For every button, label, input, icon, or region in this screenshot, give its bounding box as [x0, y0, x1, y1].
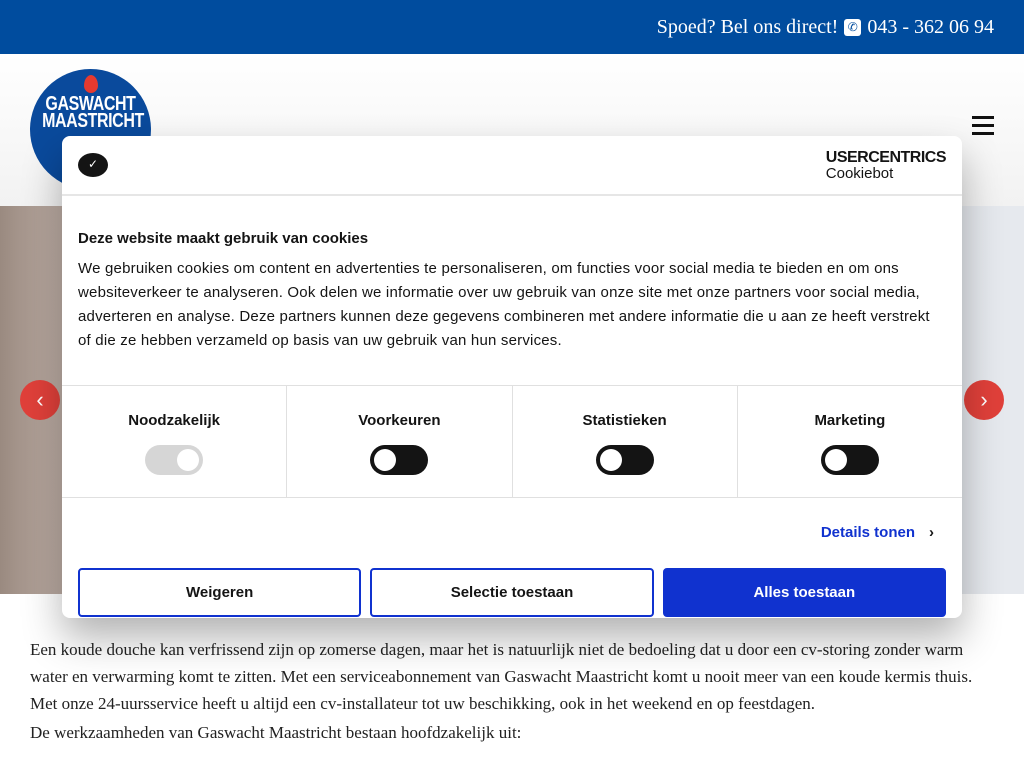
logo-text-2: MAASTRICHT	[42, 110, 144, 132]
main-content	[30, 636, 1000, 748]
dialog-header	[62, 136, 962, 196]
cookie-consent-dialog	[62, 136, 962, 618]
chevron-right-icon: ›	[929, 524, 934, 541]
phone-link[interactable]: 043 - 362 06 94	[867, 15, 994, 38]
paragraph: De werkzaamheden van Gaswacht Maastricht bestaan hoofdzakelijk uit:	[30, 723, 522, 742]
brand-sub: Cookiebot	[825, 165, 894, 182]
phone-icon: ✆	[844, 19, 861, 36]
toggle-statistics[interactable]	[596, 445, 654, 475]
usercentrics-logo	[826, 150, 946, 182]
allow-all-button[interactable]: Alles toestaan	[663, 568, 946, 617]
dialog-title: Deze website maakt gebruik van cookies	[78, 230, 369, 247]
toggle-preferences[interactable]	[370, 445, 428, 475]
slider-next-button[interactable]: ›	[964, 380, 1004, 420]
toggle-label: Marketing	[814, 412, 886, 429]
logo-text: GASWACHT	[45, 93, 136, 115]
hamburger-menu-icon[interactable]	[972, 116, 994, 140]
cookiebot-icon: ✓	[78, 153, 108, 177]
dialog-body: We gebruiken cookies om content en advertenties te personaliseren, om functies voor social media te bieden en om ons websiteverkeer te analyseren. Ook delen we informatie over uw gebruik van onze site met onze partners voor social media, adverteren en analyse. Deze partners kunnen deze gegevens combineren met andere informatie die u aan ze heeft verstrekt of die ze hebben verzameld op basis van uw gebruik van hun services.	[78, 260, 930, 349]
flame-drop-icon	[84, 75, 98, 93]
deny-button[interactable]: Weigeren	[78, 568, 361, 617]
details-label: Details tonen	[820, 524, 915, 541]
slider-prev-button[interactable]: ‹	[20, 380, 60, 420]
toggle-marketing[interactable]	[821, 445, 879, 475]
paragraph: Een koude douche kan verfrissend zijn op zomerse dagen, maar het is natuurlijk niet de bedoeling dat u door een cv-storing zonder warm water en verwarming komt te zitten. Met een serviceabonnement van Gaswacht Maastricht komt u nooit meer van een koude kermis thuis. Met onze 24-uursservice heeft u altijd een cv-installateur tot uw beschikking, ook in het weekend en op feestdagen.	[30, 640, 973, 713]
toggle-necessary	[145, 445, 203, 475]
toggle-label: Voorkeuren	[358, 412, 441, 429]
details-link[interactable]	[821, 524, 934, 541]
consent-toggles	[62, 385, 962, 498]
top-bar	[0, 0, 1024, 54]
emergency-text: Spoed? Bel ons direct!	[656, 15, 839, 38]
brand: USERCENTRICS	[825, 149, 946, 166]
toggle-label: Statistieken	[582, 412, 667, 429]
allow-selection-button[interactable]: Selectie toestaan	[370, 568, 653, 617]
toggle-label: Noodzakelijk	[128, 412, 220, 429]
